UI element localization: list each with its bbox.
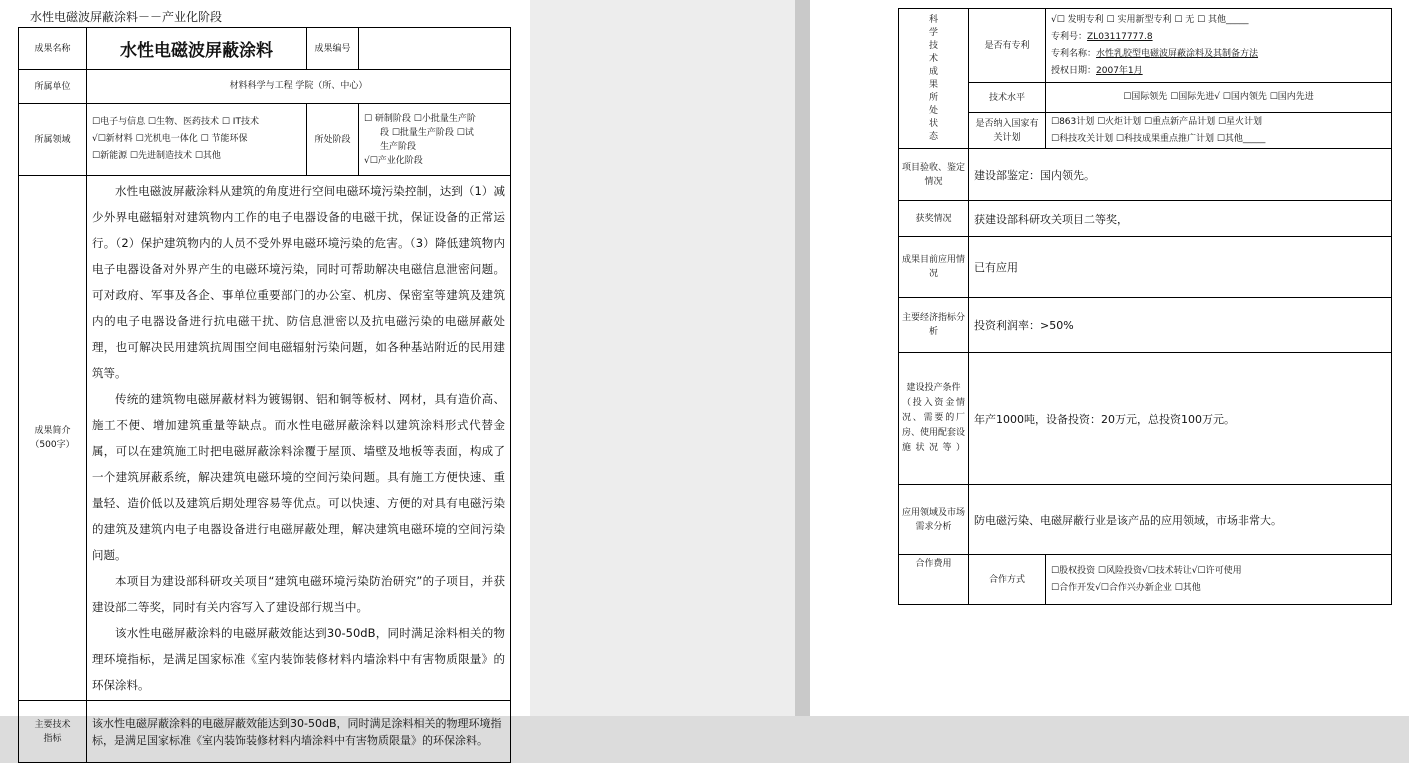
page-gutter bbox=[530, 0, 795, 716]
field-options bbox=[87, 104, 307, 176]
market-label: 应用领域及市场需求分析 bbox=[899, 485, 969, 555]
intro-label: 成果简介 bbox=[34, 426, 71, 436]
invest-value: 年产1000吨，设备投资：20万元，总投资100万元。 bbox=[969, 353, 1392, 485]
market-value: 防电磁污染、电磁屏蔽行业是该产品的应用领域，市场非常大。 bbox=[969, 485, 1392, 555]
plan-label: 是否纳入国家有关计划 bbox=[969, 113, 1046, 149]
tech-label-cell bbox=[19, 701, 87, 763]
field-line: √☐新材料 ☐光机电一体化 ☐ 节能环保 bbox=[92, 134, 248, 144]
field-line: ☐电子与信息 ☐生物、医药技术 ☐ IT技术 bbox=[92, 117, 259, 127]
application-value: 已有应用 bbox=[969, 237, 1392, 298]
intro-text bbox=[87, 176, 511, 701]
unit-label: 所属单位 bbox=[19, 70, 87, 104]
coop-fee-label: 合作费用 bbox=[899, 555, 969, 605]
split-scrollbar[interactable] bbox=[795, 0, 810, 716]
number-label: 成果编号 bbox=[307, 28, 359, 70]
intro-paragraph: 本项目为建设部科研攻关项目“建筑电磁环境污染防治研究”的子项目，并获建设部二等奖，同时有关内容写入了建设部行规当中。 bbox=[92, 574, 505, 614]
plan-line: ☐863计划 ☐火炬计划 ☐重点新产品计划 ☐星火计划 bbox=[1051, 116, 1263, 127]
stage-line: √☐产业化阶段 bbox=[364, 155, 423, 166]
name-value: 水性电磁波屏蔽涂料 bbox=[87, 28, 307, 70]
patent-number-row bbox=[1051, 29, 1386, 46]
stage-options bbox=[359, 104, 511, 176]
award-value: 获建设部科研攻关项目二等奖， bbox=[969, 201, 1392, 237]
tech-value: 该水性电磁屏蔽涂料的电磁屏蔽效能达到30-50dB，同时满足涂料相关的物理环境指标，是满足国家标准《室内装饰装修材料内墙涂料中有害物质限量》的环保涂料。 bbox=[87, 701, 511, 763]
patent-label: 是否有专利 bbox=[969, 9, 1046, 83]
patent-info bbox=[1046, 9, 1392, 83]
intro-paragraph: 该水性电磁屏蔽涂料的电磁屏蔽效能达到30-50dB，同时满足涂料相关的物理环境指标，是满足国家标准《室内装饰装修材料内墙涂料中有害物质限量》的环保涂料。 bbox=[92, 626, 505, 692]
patent-name-row bbox=[1051, 46, 1386, 63]
econ-label: 主要经济指标分析 bbox=[899, 298, 969, 353]
coop-line: ☐合作开发√☐合作兴办新企业 ☐其他 bbox=[1051, 582, 1201, 593]
patent-name: 水性乳胶型电磁波屏蔽涂料及其制备方法 bbox=[1096, 48, 1259, 59]
coop-mode-label: 合作方式 bbox=[969, 555, 1046, 605]
intro-paragraph: 水性电磁波屏蔽涂料从建筑的角度进行空间电磁环境污染控制，达到（1）减少外界电磁辐射对建筑物内工作的电子电器设备的电磁干扰，保证设备的正常运行。（2）保护建筑物内的人员不受外界电磁环境污染的危害。（3）降低建筑物内电子电器设备对外界产生的电磁环境污染，同时可帮助解决电磁信息泄密问题。可对政府、军事及各企、事单位重要部门的办公室、机房、保密室等建筑及建筑内的电子电器设备进行抗电磁干扰、防信息泄密以及抗电磁污染的电磁屏蔽处理，也可解决民用建筑抗周围空间电磁辐射污染问题，如各种基站附近的民用建筑等。 bbox=[92, 184, 505, 380]
coop-options bbox=[1046, 555, 1392, 605]
grant-date-row bbox=[1051, 63, 1386, 80]
tech-label-2: 指标 bbox=[43, 733, 62, 744]
document-page-left bbox=[0, 0, 530, 747]
application-label: 成果目前应用情况 bbox=[899, 237, 969, 298]
intro-label-count: （500字） bbox=[30, 440, 75, 450]
stage-line: ☐ 研制阶段 ☐小批量生产阶 bbox=[364, 113, 476, 124]
field-label: 所属领域 bbox=[19, 104, 87, 176]
status-label: 科学技术成果所处状态 bbox=[928, 14, 938, 142]
stage-line: 段 ☐批量生产阶段 ☐试 bbox=[380, 127, 474, 138]
status-label-cell bbox=[899, 9, 969, 149]
patent-options: √☐ 发明专利 ☐ 实用新型专利 ☐ 无 ☐ 其他_____ bbox=[1051, 14, 1249, 25]
plan-line: ☐科技攻关计划 ☐科技成果重点推广计划 ☐其他_____ bbox=[1051, 133, 1266, 144]
econ-value: 投资利润率：>50% bbox=[969, 298, 1392, 353]
plan-options bbox=[1046, 113, 1392, 149]
invest-label: 建设投产条件 bbox=[906, 383, 961, 393]
field-line: ☐新能源 ☐先进制造技术 ☐其他 bbox=[92, 151, 221, 161]
intro-label-cell bbox=[19, 176, 87, 701]
stage-label: 所处阶段 bbox=[307, 104, 359, 176]
document-title: 水性电磁波屏蔽涂料－－产业化阶段 bbox=[30, 10, 223, 24]
number-value bbox=[359, 28, 511, 70]
award-label: 获奖情况 bbox=[899, 201, 969, 237]
invest-label-cell bbox=[899, 353, 969, 485]
unit-value: 材料科学与工程 学院（所、中心） bbox=[87, 70, 511, 104]
level-label: 技术水平 bbox=[969, 83, 1046, 113]
grant-date: 2007年1月 bbox=[1096, 65, 1143, 76]
achievement-table-left bbox=[18, 27, 511, 763]
accept-value: 建设部鉴定：国内领先。 bbox=[969, 149, 1392, 201]
document-page-right bbox=[810, 0, 1409, 716]
patent-number: ZL03117777.8 bbox=[1087, 31, 1153, 42]
invest-label-note: （投入资金情况、需要的厂房、使用配套设施状况等） bbox=[902, 398, 966, 453]
grant-date-label: 授权日期： bbox=[1051, 65, 1097, 76]
tech-label: 主要技术 bbox=[34, 719, 71, 730]
level-options: ☐国际领先 ☐国际先进√ ☐国内领先 ☐国内先进 bbox=[1046, 83, 1392, 113]
coop-line: ☐股权投资 ☐风险投资√☐技术转让√☐许可使用 bbox=[1051, 565, 1242, 576]
patent-name-label: 专利名称： bbox=[1051, 48, 1097, 59]
stage-line: 生产阶段 bbox=[380, 141, 417, 152]
patent-number-label: 专利号： bbox=[1051, 31, 1088, 42]
intro-paragraph: 传统的建筑物电磁屏蔽材料为镀锡钢、铝和铜等板材、网材，具有造价高、施工不便、增加建筑重量等缺点。而水性电磁屏蔽涂料以建筑涂料形式代替金属，可以在建筑施工时把电磁屏蔽涂料涂覆于屋顶、墙壁及地板等表面，构成了一个建筑屏蔽系统，解决建筑电磁环境的空间污染问题。具有施工方便快速、重量轻、造价低以及建筑后期处理容易等优点。可以快速、方便的对具有电磁污染的建筑及建筑内电子电器设备进行电磁屏蔽处理，解决建筑电磁环境的空间污染问题。 bbox=[92, 392, 505, 562]
accept-label: 项目验收、鉴定情况 bbox=[899, 149, 969, 201]
name-label: 成果名称 bbox=[19, 28, 87, 70]
achievement-table-right bbox=[898, 8, 1392, 605]
